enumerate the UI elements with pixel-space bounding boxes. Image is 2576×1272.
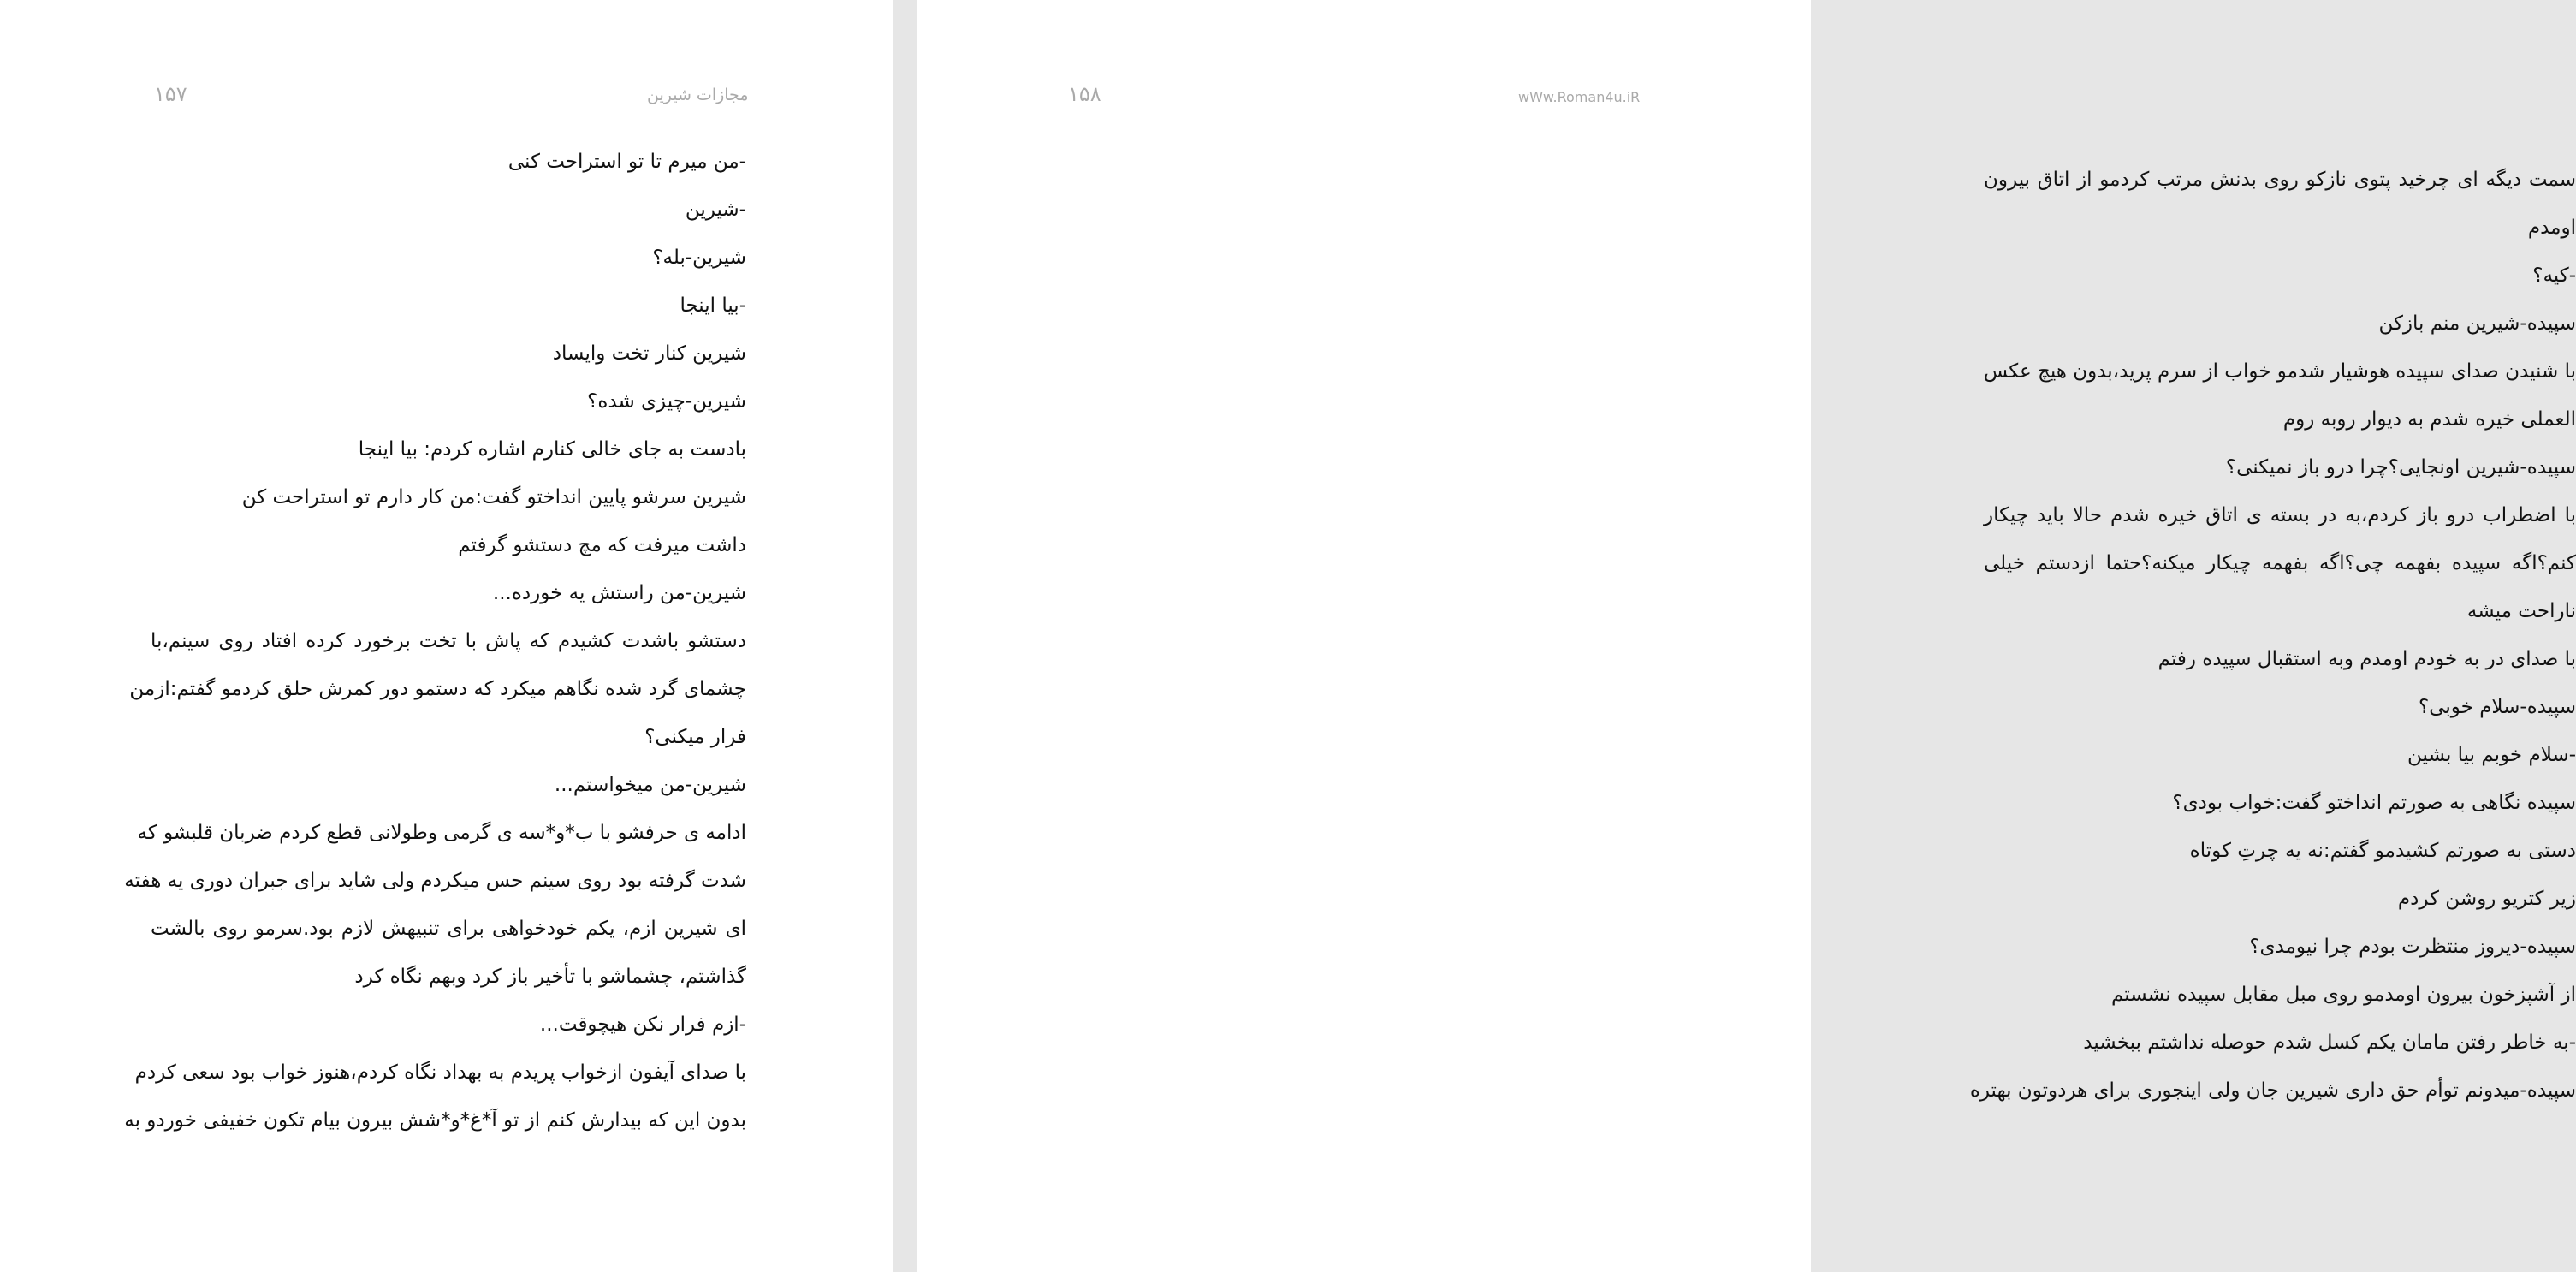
left-page bbox=[0, 0, 893, 1272]
left-page-text-line: بدون این که بیدارش کنم از تو آ*غ*و*شش بیرون بیام تکون خفیفی خوردو به bbox=[124, 1109, 746, 1132]
left-page-text-line: بادست به جای خالی کنارم اشاره کردم: بیا اینجا bbox=[358, 438, 746, 461]
right-page-text-line: -به خاطر رفتن مامان یکم کسل شدم حوصله نداشتم ببخشید bbox=[2083, 1031, 2576, 1054]
right-page-text-line: اومدم bbox=[2527, 217, 2576, 239]
left-page-text-line: دستشو باشدت کشیدم که پاش با تخت برخورد کرده افتاد روی سینم،با bbox=[151, 630, 746, 652]
right-page-text-line: کنم؟اگه سپیده بفهمه چی؟اگه بفهمه چیکار میکنه؟حتما ازدستم خیلی bbox=[1984, 552, 2576, 574]
right-page-text-line: دستی به صورتم کشیدمو گفتم:نه یه چرتِ کوتاه bbox=[2189, 840, 2576, 862]
left-page-text-line: چشمای گرد شده نگاهم میکرد که دستمو دور کمرش حلق کردمو گفتم:ازمن bbox=[129, 678, 746, 700]
right-page-text-line: زیر کتریو روشن کردم bbox=[2397, 888, 2576, 910]
left-page-text-line: -ازم فرار نکن هیچوقت... bbox=[539, 1013, 746, 1036]
left-page-text-line: ای شیرین ازم، یکم خودخواهی برای تنبیهش لازم بود.سرمو روی بالشت bbox=[151, 918, 746, 940]
left-page-body bbox=[124, 138, 746, 1144]
left-page-text-line: گذاشتم، چشماشو با تأخیر باز کرد وبهم نگاه کرد bbox=[354, 966, 746, 988]
right-page-text-line: سپیده نگاهی به صورتم انداختو گفت:خواب بودی؟ bbox=[2172, 792, 2576, 814]
left-page-text-line: شیرین سرشو پایین انداختو گفت:من کار دارم تو استراحت کن bbox=[241, 486, 746, 508]
left-page-text-line: -بیا اینجا bbox=[680, 294, 746, 317]
left-page-text-line: شدت گرفته بود روی سینم حس میکردم ولی شاید برای جبران دوری یه هفته bbox=[124, 870, 746, 892]
right-page-text-line: العملی خیره شدم به دیوار روبه روم bbox=[2282, 408, 2576, 431]
right-page-text-line: از آشپزخون بیرون اومدمو روی مبل مقابل سپیده نشستم bbox=[2110, 984, 2576, 1006]
right-page-text-line: ناراحت میشه bbox=[2466, 600, 2576, 622]
right-page-text-line: سپیده-میدونم توأم حق داری شیرین جان ولی اینجوری برای هردوتون بهتره bbox=[1969, 1079, 2576, 1102]
left-running-title: مجازات شیرین bbox=[647, 86, 749, 104]
left-page-text-line: فرار میکنی؟ bbox=[644, 726, 746, 748]
left-page-text-line: ادامه ی حرفشو با ب*و*سه ی گرمی وطولانی قطع کردم ضربان قلبشو که bbox=[137, 822, 746, 844]
left-page-text-line: شیرین کنار تخت وایساد bbox=[552, 342, 746, 365]
left-page-text-line: -من میرم تا تو استراحت کنی bbox=[507, 151, 746, 173]
right-page-text-line: سمت دیگه ای چرخید پتوی نازکو روی بدنش مرتب کردمو از اتاق بیرون bbox=[1984, 169, 2576, 191]
right-page-text-line: -سلام خوبم بیا بشین bbox=[2407, 744, 2576, 766]
right-page-text-line: سپیده-سلام خوبی؟ bbox=[2419, 696, 2576, 718]
right-page-text-line: با صدای در به خودم اومدم وبه استقبال سپیده رفتم bbox=[2158, 648, 2576, 670]
left-page-text-line: شیرین-من راستش یه خورده... bbox=[492, 582, 746, 604]
left-page-text-line: با صدای آیفون ازخواب پریدم به بهداد نگاه کردم،هنوز خواب بود سعی کردم bbox=[134, 1061, 746, 1084]
right-page bbox=[917, 0, 2576, 1272]
right-page-text-line: سپیده-شیرین منم بازکن bbox=[2378, 312, 2576, 335]
right-page-text-line: -کیه؟ bbox=[2532, 265, 2576, 287]
right-page-text-line: با شنیدن صدای سپیده هوشیار شدمو خواب از سرم پرید،بدون هیچ عکس bbox=[1983, 360, 2576, 383]
right-page-text-line: سپیده-شیرین اونجایی؟چرا درو باز نمیکنی؟ bbox=[2225, 456, 2576, 478]
left-page-text-line: داشت میرفت که مچ دستشو گرفتم bbox=[458, 534, 746, 556]
left-page-text-line: شیرین-چیزی شده؟ bbox=[587, 390, 746, 413]
left-page-number: ۱۵۷ bbox=[154, 82, 187, 106]
right-page-text-line: با اضطراب درو باز کردم،به در بسته ی اتاق خیره شدم حالا باید چیکار bbox=[1984, 504, 2576, 526]
left-page-text-line: شیرین-بله؟ bbox=[652, 247, 746, 269]
right-running-title: wWw.Roman4u.iR bbox=[1518, 89, 1641, 105]
right-page-body bbox=[1969, 156, 2576, 1114]
right-page-number: ۱۵۸ bbox=[1068, 82, 1101, 106]
left-page-text-line: شیرین-من میخواستم... bbox=[554, 774, 746, 796]
right-page-text-line: سپیده-دیروز منتظرت بودم چرا نیومدی؟ bbox=[2249, 936, 2576, 958]
left-page-text-line: -شیرین bbox=[685, 199, 746, 221]
